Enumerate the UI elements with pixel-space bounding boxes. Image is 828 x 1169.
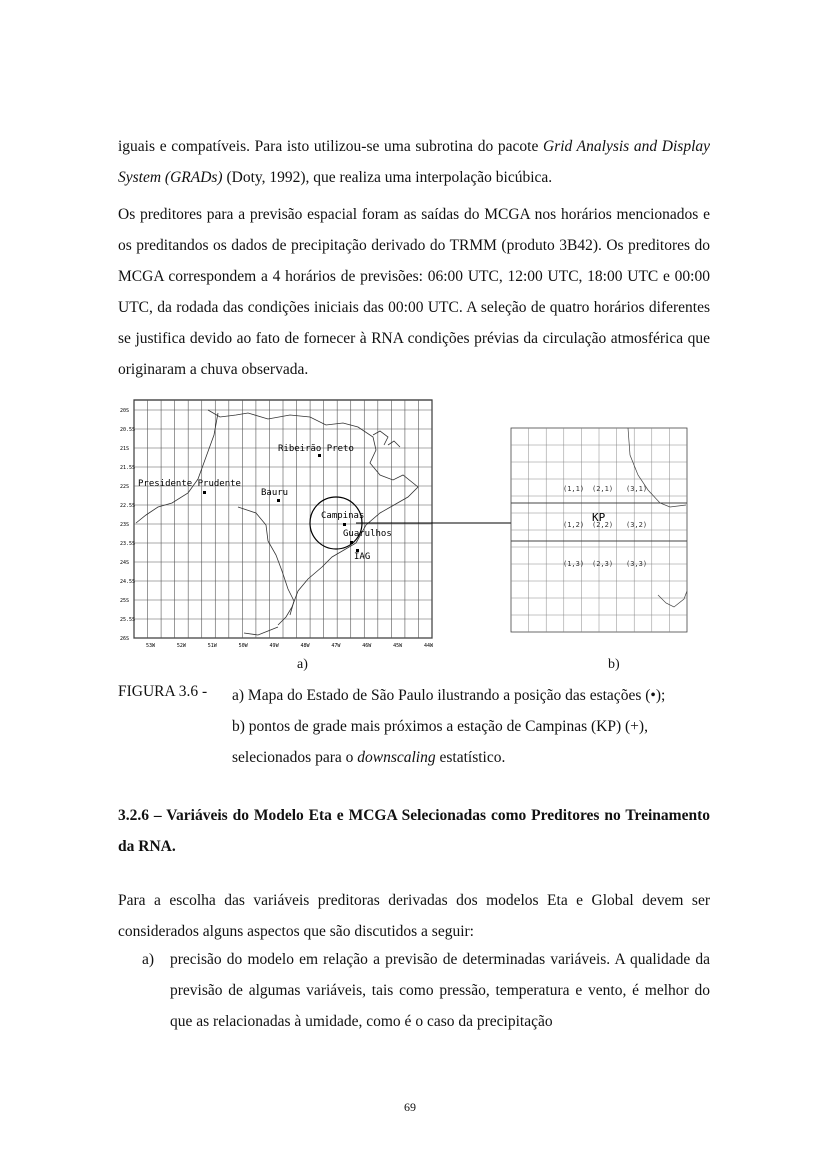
station-marker <box>318 454 321 457</box>
map-b <box>511 428 687 632</box>
station-marker <box>350 541 353 544</box>
paragraph-grads <box>118 131 710 193</box>
subfigure-label-a: a) <box>297 657 308 672</box>
grid-point-label: (3,2) <box>626 521 648 529</box>
x-tick-label: 45W <box>393 643 403 649</box>
paragraph-text: iguais e compatíveis. Para isto utilizou-se uma subrotina do pacote <box>118 138 544 155</box>
station-label: IAG <box>354 552 371 562</box>
station-marker <box>343 523 346 526</box>
figure-caption <box>232 680 710 773</box>
caption-line: a) Mapa do Estado de São Paulo ilustrando a posição das estações (•); <box>232 687 666 704</box>
grid-point-label: (1,1) <box>563 485 585 493</box>
x-tick-label: 50W <box>238 643 248 649</box>
station-marker <box>203 491 206 494</box>
grid-point-label: (2,2) <box>592 521 614 529</box>
grid-point-label: (1,3) <box>563 560 585 568</box>
grid-point-label: (3,1) <box>626 485 648 493</box>
software-name: Grid Analysis and Display System (GRADs) <box>118 138 711 186</box>
station-label: Campinas <box>321 511 365 521</box>
station-label: Ribeirão Preto <box>278 444 354 454</box>
grid-point-label: (3,3) <box>626 560 648 568</box>
paragraph-intro: Para a escolha das variáveis preditoras derivadas dos modelos Eta e Global devem ser considerados alguns aspectos que são discutidos a seguir: <box>118 892 710 940</box>
x-tick-label: 44W <box>424 643 434 649</box>
x-tick-label: 46W <box>362 643 372 649</box>
map-a <box>120 400 434 649</box>
station-label: Bauru <box>261 488 289 498</box>
list-marker: a) <box>142 951 155 968</box>
y-tick-label: 21.5S <box>120 465 136 471</box>
caption-line: selecionados para o downscaling estatístico. <box>232 749 506 766</box>
y-tick-label: 24.5S <box>120 579 136 585</box>
x-tick-label: 47W <box>331 643 341 649</box>
station-kp-label: KP <box>592 511 606 524</box>
station-marker <box>277 499 280 502</box>
x-tick-label: 49W <box>269 643 279 649</box>
y-tick-label: 26S <box>120 636 130 642</box>
x-tick-label: 51W <box>207 643 217 649</box>
station-label: Presidente Prudente <box>138 479 241 489</box>
figure-maps <box>118 395 718 675</box>
y-tick-label: 20S <box>120 408 130 414</box>
map-a-x-ticks <box>146 643 434 649</box>
x-tick-label: 53W <box>146 643 156 649</box>
grid-point-label: (2,1) <box>592 485 614 493</box>
list-item <box>142 944 710 1037</box>
caption-line: b) pontos de grade mais próximos a estação de Campinas (KP) (+), <box>232 718 648 735</box>
y-tick-label: 20.5S <box>120 427 136 433</box>
y-tick-label: 25S <box>120 598 130 604</box>
section-heading: 3.2.6 – Variáveis do Modelo Eta e MCGA Selecionadas como Preditores no Treinamento da RNA. <box>118 807 710 855</box>
map-a-y-ticks <box>120 408 135 642</box>
x-tick-label: 52W <box>176 643 186 649</box>
list-text: precisão do modelo em relação a previsão de determinadas variáveis. A qualidade da previsão de algumas variáveis, tais como pressão, temperatura e vento, é melhor do que as relacionadas à umidade, como é o caso da precipitação <box>170 951 710 1030</box>
grid-point-label: (1,2) <box>563 521 585 529</box>
y-tick-label: 24S <box>120 560 130 566</box>
y-tick-label: 22.5S <box>120 503 136 509</box>
y-tick-label: 23.5S <box>120 541 136 547</box>
page-number: 69 <box>404 1100 416 1114</box>
station-label: Guarulhos <box>343 529 392 539</box>
y-tick-label: 22S <box>120 484 130 490</box>
station-marker <box>356 549 359 552</box>
paragraph-text: (Doty, 1992), que realiza uma interpolação bicúbica. <box>222 169 553 186</box>
figure-caption-tag: FIGURA 3.6 - <box>118 683 208 700</box>
paragraph-predictors: Os preditores para a previsão espacial foram as saídas do MCGA nos horários mencionados e os preditandos os dados de precipitação derivado do TRMM (produto 3B42). Os preditores do MCGA correspondem a 4 horários de previsões: 06:00 UTC, 12:00 UTC, 18:00 UTC e 00:00 UTC, da rodada das condições iniciais das 00:00 UTC. A seleção de quatro horários diferentes se justifica devido ao fato de fornecer à RNA condições prévias da circulação atmosférica que originaram a chuva observada. <box>118 206 710 378</box>
y-tick-label: 21S <box>120 446 130 452</box>
grid-point-label: (2,3) <box>592 560 614 568</box>
y-tick-label: 25.5S <box>120 617 136 623</box>
x-tick-label: 48W <box>300 643 310 649</box>
y-tick-label: 23S <box>120 522 130 528</box>
subfigure-label-b: b) <box>608 657 620 672</box>
